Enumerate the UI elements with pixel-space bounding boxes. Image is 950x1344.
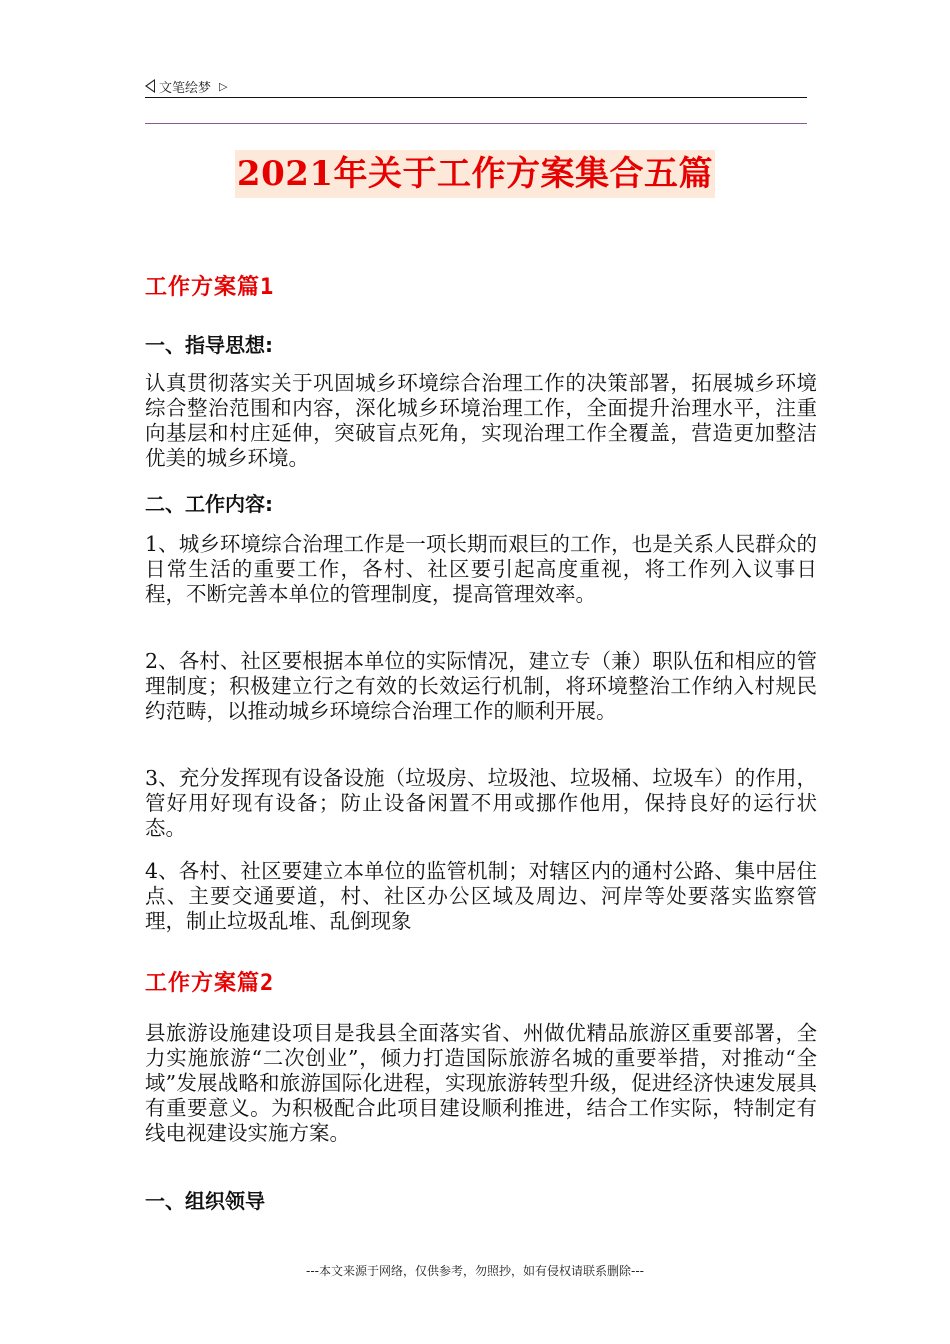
section1-subheading-content: 二、工作内容:	[145, 492, 273, 516]
section2-heading: 工作方案篇2	[145, 971, 275, 996]
section1-item-4: 4、各村、社区要建立本单位的监管机制；对辖区内的通村公路、集中居住点、主要交通要道，村、社区办公区域及周边、河岸等处要落实监察管理，制止垃圾乱堆、乱倒现象	[145, 859, 817, 933]
section1-item-1: 1、城乡环境综合治理工作是一项长期而艰巨的工作，也是关系人民群众的日常生活的重要工作，各村、社区要引起高度重视，将工作列入议事日程，不断完善本单位的管理制度，提高管理效率。	[145, 532, 817, 606]
header-rule	[145, 97, 807, 98]
title-rule	[145, 123, 807, 124]
header-brand: 文笔绘梦	[159, 80, 212, 96]
section1-paragraph-guiding: 认真贯彻落实关于巩固城乡环境综合治理工作的决策部署，拓展城乡环境综合整治范围和内容，深化城乡环境治理工作，全面提升治理水平，注重向基层和村庄延伸，突破盲点死角，实现治理工作全覆盖，营造更加整洁优美的城乡环境。	[145, 371, 817, 470]
triangle-left-icon	[145, 79, 155, 93]
section1-heading: 工作方案篇1	[145, 275, 275, 300]
section2-subheading-organization: 一、组织领导	[145, 1189, 265, 1213]
section1-subheading-guiding: 一、指导思想:	[145, 333, 273, 357]
document-title-wrap	[0, 150, 950, 198]
document-title: 2021年关于工作方案集合五篇	[235, 150, 715, 198]
section2-paragraph-intro: 县旅游设施建设项目是我县全面落实省、州做优精品旅游区重要部署，全力实施旅游“二次创业”，倾力打造国际旅游名城的重要举措，对推动“全域”发展战略和旅游国际化进程，实现旅游转型升级，促进经济快速发展具有重要意义。为积极配合此项目建设顺利推进，结合工作实际，特制定有线电视建设实施方案。	[145, 1021, 817, 1145]
document-header	[145, 74, 807, 98]
section1-item-3: 3、充分发挥现有设备设施（垃圾房、垃圾池、垃圾桶、垃圾车）的作用，管好用好现有设备；防止设备闲置不用或挪作他用，保持良好的运行状态。	[145, 766, 817, 840]
document-footer: ---本文来源于网络，仅供参考，勿照抄，如有侵权请联系删除---	[306, 1264, 644, 1278]
section1-item-2: 2、各村、社区要根据本单位的实际情况，建立专（兼）职队伍和相应的管理制度；积极建立行之有效的长效运行机制，将环境整治工作纳入村规民约范畴，以推动城乡环境综合治理工作的顺利开展。	[145, 649, 817, 723]
triangle-right-icon: ▷	[219, 79, 228, 93]
